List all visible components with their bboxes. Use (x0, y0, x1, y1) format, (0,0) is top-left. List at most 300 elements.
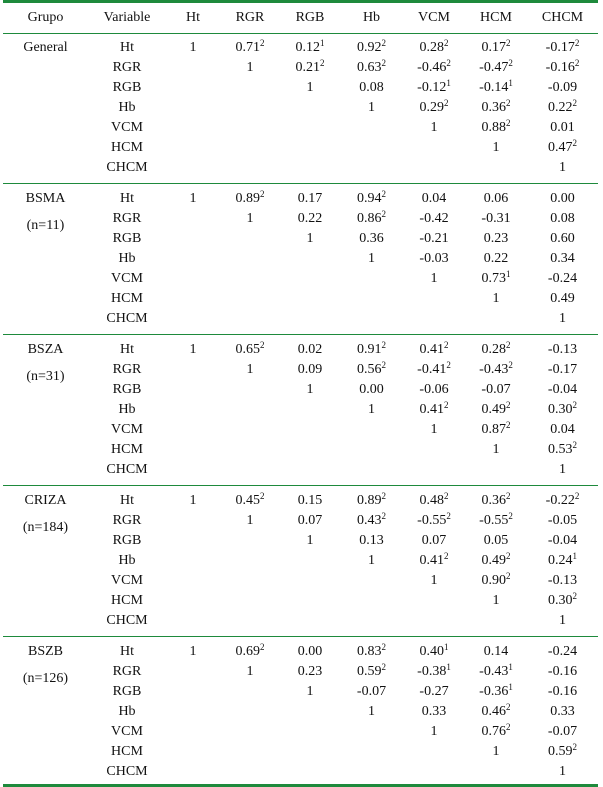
cell-value: -0.42 (419, 211, 449, 226)
value-cell (166, 762, 220, 782)
cell-value: 0.71 (235, 40, 260, 55)
table-row (3, 400, 598, 420)
variable-cell: CHCM (88, 460, 166, 486)
cell-value: 0.00 (550, 191, 575, 206)
table-row (3, 249, 598, 269)
cell-value: 1 (189, 644, 197, 659)
cell-value: 1 (492, 442, 500, 457)
table-row (3, 34, 598, 59)
value-cell (220, 58, 280, 78)
significance-marker: 2 (260, 491, 265, 501)
significance-marker: 2 (381, 491, 386, 501)
value-cell (403, 58, 465, 78)
cell-value: 1 (430, 271, 438, 286)
significance-marker: 2 (381, 662, 386, 672)
cell-value: 1 (492, 593, 500, 608)
value-cell (527, 138, 598, 158)
cell-value: -0.13 (547, 342, 578, 357)
significance-marker: 2 (506, 400, 511, 410)
table-row (3, 184, 598, 210)
value-cell (403, 34, 465, 59)
cell-value: -0.55 (417, 513, 447, 528)
value-cell (527, 249, 598, 269)
table-row (3, 289, 598, 309)
table-row (3, 662, 598, 682)
variable-cell: VCM (111, 422, 143, 437)
cell-value: 1 (559, 311, 566, 326)
value-cell (280, 78, 340, 98)
cell-value: -0.43 (479, 362, 509, 377)
value-cell (220, 229, 280, 249)
table-row (3, 571, 598, 591)
value-cell (527, 682, 598, 702)
value-cell (465, 184, 527, 210)
variable-cell: VCM (111, 271, 143, 286)
value-cell (527, 289, 598, 309)
value-cell (465, 309, 527, 335)
value-cell (527, 58, 598, 78)
cell-value: 0.92 (357, 40, 382, 55)
value-cell (340, 662, 403, 682)
table-row (3, 78, 598, 98)
cell-value: -0.24 (547, 644, 578, 659)
value-cell (280, 360, 340, 380)
cell-value: 0.59 (357, 664, 382, 679)
cell-value: -0.22 (545, 493, 575, 508)
value-cell (527, 184, 598, 210)
cell-value: -0.21 (419, 231, 449, 246)
value-cell (340, 269, 403, 289)
header-row (3, 3, 598, 34)
value-cell (340, 289, 403, 309)
variable-cell: RGB (112, 533, 142, 548)
significance-marker: 2 (574, 491, 580, 501)
significance-marker: 1 (508, 682, 513, 692)
value-cell (340, 335, 403, 361)
value-cell (403, 682, 465, 702)
value-cell (340, 762, 403, 782)
cell-value: -0.13 (547, 573, 578, 588)
variable-cell: RGB (112, 382, 142, 397)
significance-marker: 2 (506, 98, 511, 108)
value-cell (403, 722, 465, 742)
value-cell (527, 98, 598, 118)
value-cell (403, 269, 465, 289)
significance-marker: 2 (260, 38, 265, 48)
value-cell (280, 158, 340, 184)
cell-value: 1 (368, 553, 375, 568)
value-cell (465, 118, 527, 138)
value-cell (340, 531, 403, 551)
significance-marker: 1 (446, 662, 451, 672)
table-row (3, 269, 598, 289)
value-cell (403, 158, 465, 184)
group-name: General (23, 40, 68, 55)
table-row (3, 637, 598, 663)
value-cell (166, 440, 220, 460)
value-cell (465, 249, 527, 269)
cell-value: 0.07 (297, 513, 323, 528)
cell-value: 0.73 (481, 271, 506, 286)
cell-value: 0.30 (548, 402, 573, 417)
value-cell (166, 184, 220, 210)
value-cell (166, 58, 220, 78)
table-row (3, 138, 598, 158)
value-cell (403, 571, 465, 591)
value-cell (340, 742, 403, 762)
value-cell (527, 209, 598, 229)
value-cell (403, 591, 465, 611)
cell-value: -0.36 (479, 684, 509, 699)
value-cell (220, 309, 280, 335)
cell-value: 1 (246, 362, 254, 377)
cell-value: -0.43 (479, 664, 509, 679)
variable-cell: Hb (118, 100, 136, 115)
value-cell (465, 486, 527, 512)
cell-value: 0.24 (548, 553, 573, 568)
cell-value: 1 (306, 684, 314, 699)
significance-marker: 2 (381, 58, 386, 68)
significance-marker: 2 (572, 742, 577, 752)
cell-value: 0.94 (357, 191, 382, 206)
value-cell (280, 662, 340, 682)
value-cell (340, 486, 403, 512)
cell-value: -0.09 (547, 80, 578, 95)
cell-value: -0.03 (419, 251, 449, 266)
value-cell (166, 289, 220, 309)
cell-value: 0.90 (481, 573, 506, 588)
header-rgb: RGB (280, 3, 340, 34)
cell-value: -0.06 (419, 382, 449, 397)
value-cell (465, 702, 527, 722)
table-row (3, 158, 598, 184)
significance-marker: 1 (446, 78, 451, 88)
value-cell (220, 611, 280, 637)
value-cell (220, 269, 280, 289)
cell-value: 1 (246, 513, 254, 528)
cell-value: 1 (430, 120, 438, 135)
cell-value: 1 (306, 231, 314, 246)
value-cell (340, 551, 403, 571)
value-cell (280, 531, 340, 551)
significance-marker: 1 (572, 551, 577, 561)
significance-marker: 2 (381, 340, 386, 350)
value-cell (403, 249, 465, 269)
significance-marker: 2 (506, 118, 511, 128)
table-row (3, 591, 598, 611)
cell-value: -0.14 (479, 80, 509, 95)
header-variable: Variable (88, 3, 166, 34)
table-row (3, 98, 598, 118)
value-cell (340, 682, 403, 702)
value-cell (465, 662, 527, 682)
value-cell (220, 360, 280, 380)
cell-value: -0.07 (547, 724, 578, 739)
table-row (3, 118, 598, 138)
cell-value: 0.07 (421, 533, 447, 548)
value-cell (220, 440, 280, 460)
value-cell (220, 571, 280, 591)
cell-value: 0.12 (295, 40, 320, 55)
value-cell (403, 637, 465, 663)
variable-cell: RGR (112, 60, 142, 75)
cell-value: 0.36 (481, 100, 506, 115)
cell-value: 1 (559, 613, 566, 628)
value-cell (403, 400, 465, 420)
header-hcm: HCM (465, 3, 527, 34)
group-sample-size: (n=31) (26, 369, 65, 384)
value-cell (280, 571, 340, 591)
table-row (3, 420, 598, 440)
significance-marker: 2 (506, 702, 511, 712)
value-cell (166, 158, 220, 184)
value-cell (280, 229, 340, 249)
group-sample-size: (n=126) (22, 671, 69, 686)
variable-cell: VCM (111, 120, 143, 135)
value-cell (166, 420, 220, 440)
significance-marker: 1 (508, 78, 513, 88)
variable-cell: Hb (118, 402, 136, 417)
value-cell (166, 486, 220, 512)
cell-value: 0.63 (357, 60, 382, 75)
cell-value: 0.22 (297, 211, 323, 226)
significance-marker: 2 (381, 189, 386, 199)
value-cell (340, 722, 403, 742)
value-cell (340, 460, 403, 486)
table-row (3, 531, 598, 551)
value-cell (220, 486, 280, 512)
value-cell (220, 34, 280, 59)
value-cell (166, 309, 220, 335)
header-chcm: CHCM (527, 3, 598, 34)
cell-value: 0.41 (419, 342, 444, 357)
value-cell (166, 511, 220, 531)
table-row (3, 722, 598, 742)
value-cell (220, 380, 280, 400)
value-cell (280, 551, 340, 571)
value-cell (527, 511, 598, 531)
value-cell (527, 722, 598, 742)
value-cell (166, 34, 220, 59)
value-cell (527, 742, 598, 762)
value-cell (280, 269, 340, 289)
cell-value: 0.88 (481, 120, 506, 135)
value-cell (280, 637, 340, 663)
cell-value: 0.08 (550, 211, 575, 226)
cell-value: 1 (368, 100, 375, 115)
group-sample-size: (n=11) (26, 218, 65, 233)
value-cell (280, 420, 340, 440)
value-cell (465, 762, 527, 782)
value-cell (280, 762, 340, 782)
significance-marker: 2 (381, 209, 386, 219)
value-cell (166, 400, 220, 420)
value-cell (280, 58, 340, 78)
table-row (3, 702, 598, 722)
value-cell (220, 551, 280, 571)
cell-value: 0.33 (550, 704, 575, 719)
significance-marker: 2 (508, 360, 513, 370)
value-cell (527, 309, 598, 335)
value-cell (340, 34, 403, 59)
variable-cell: RGB (112, 231, 142, 246)
cell-value: 0.00 (297, 644, 323, 659)
value-cell (527, 762, 598, 782)
value-cell (527, 551, 598, 571)
group-name: BSZB (27, 644, 63, 659)
value-cell (220, 531, 280, 551)
value-cell (166, 335, 220, 361)
cell-value: 0.13 (359, 533, 384, 548)
value-cell (280, 118, 340, 138)
cell-value: 0.22 (548, 100, 573, 115)
value-cell (280, 440, 340, 460)
value-cell (403, 551, 465, 571)
significance-marker: 2 (506, 722, 511, 732)
value-cell (340, 138, 403, 158)
cell-value: 0.17 (481, 40, 506, 55)
value-cell (340, 611, 403, 637)
value-cell (340, 58, 403, 78)
cell-value: 1 (189, 40, 197, 55)
value-cell (220, 158, 280, 184)
value-cell (220, 722, 280, 742)
significance-marker: 2 (572, 98, 577, 108)
value-cell (403, 420, 465, 440)
cell-value: -0.07 (481, 382, 511, 397)
value-cell (527, 118, 598, 138)
table-row (3, 486, 598, 512)
cell-value: -0.41 (417, 362, 447, 377)
value-cell (280, 682, 340, 702)
value-cell (403, 380, 465, 400)
cell-value: 1 (492, 744, 500, 759)
value-cell (527, 360, 598, 380)
cell-value: 1 (306, 382, 314, 397)
cell-value: -0.04 (547, 382, 578, 397)
significance-marker: 2 (260, 340, 265, 350)
value-cell (166, 460, 220, 486)
cell-value: -0.07 (356, 684, 387, 699)
value-cell (527, 335, 598, 361)
significance-marker: 2 (446, 511, 451, 521)
cell-value: 0.29 (419, 100, 444, 115)
header-vcm: VCM (403, 3, 465, 34)
cell-value: 0.00 (359, 382, 384, 397)
significance-marker: 2 (260, 642, 265, 652)
value-cell (280, 460, 340, 486)
value-cell (220, 662, 280, 682)
value-cell (220, 249, 280, 269)
group-name: BSMA (25, 191, 66, 206)
value-cell (280, 722, 340, 742)
variable-cell: CHCM (88, 158, 166, 184)
variable-cell: Ht (120, 493, 134, 508)
value-cell (280, 138, 340, 158)
variable-cell: VCM (111, 573, 143, 588)
value-cell (403, 702, 465, 722)
cell-value: 0.47 (548, 140, 573, 155)
value-cell (403, 662, 465, 682)
header-grupo: Grupo (3, 3, 88, 34)
cell-value: 1 (430, 422, 438, 437)
cell-value: -0.17 (545, 40, 575, 55)
group-cell (3, 637, 88, 783)
value-cell (465, 611, 527, 637)
variable-cell: Ht (120, 40, 134, 55)
value-cell (166, 591, 220, 611)
variable-cell: Hb (118, 704, 136, 719)
significance-marker: 2 (508, 511, 513, 521)
value-cell (166, 229, 220, 249)
cell-value: 1 (559, 160, 566, 175)
value-cell (220, 637, 280, 663)
value-cell (527, 158, 598, 184)
value-cell (403, 440, 465, 460)
variable-cell: Ht (120, 342, 134, 357)
value-cell (340, 78, 403, 98)
significance-marker: 2 (446, 360, 451, 370)
value-cell (166, 722, 220, 742)
value-cell (166, 98, 220, 118)
value-cell (166, 360, 220, 380)
variable-cell: VCM (111, 724, 143, 739)
significance-marker: 2 (572, 138, 577, 148)
value-cell (340, 400, 403, 420)
table-row (3, 682, 598, 702)
value-cell (220, 78, 280, 98)
value-cell (340, 420, 403, 440)
significance-marker: 2 (260, 189, 265, 199)
value-cell (465, 722, 527, 742)
value-cell (166, 571, 220, 591)
value-cell (527, 611, 598, 637)
correlation-table-page (3, 0, 598, 787)
table-row (3, 511, 598, 531)
value-cell (465, 229, 527, 249)
value-cell (403, 611, 465, 637)
value-cell (220, 591, 280, 611)
value-cell (220, 420, 280, 440)
cell-value: 0.46 (481, 704, 506, 719)
significance-marker: 2 (444, 98, 449, 108)
cell-value: 0.41 (419, 553, 444, 568)
cell-value: 0.49 (550, 291, 575, 306)
significance-marker: 2 (574, 38, 580, 48)
cell-value: 0.33 (421, 704, 447, 719)
value-cell (166, 742, 220, 762)
cell-value: -0.55 (479, 513, 509, 528)
cell-value: 0.53 (548, 442, 573, 457)
table-row (3, 611, 598, 637)
value-cell (403, 486, 465, 512)
significance-marker: 2 (444, 400, 449, 410)
value-cell (280, 511, 340, 531)
value-cell (166, 551, 220, 571)
value-cell (340, 98, 403, 118)
cell-value: 1 (189, 191, 197, 206)
value-cell (403, 460, 465, 486)
group-cell (3, 335, 88, 486)
value-cell (403, 118, 465, 138)
value-cell (403, 289, 465, 309)
cell-value: -0.38 (417, 664, 447, 679)
cell-value: 0.76 (481, 724, 506, 739)
cell-value: -0.24 (547, 271, 578, 286)
cell-value: 1 (492, 291, 500, 306)
value-cell (527, 400, 598, 420)
value-cell (527, 571, 598, 591)
